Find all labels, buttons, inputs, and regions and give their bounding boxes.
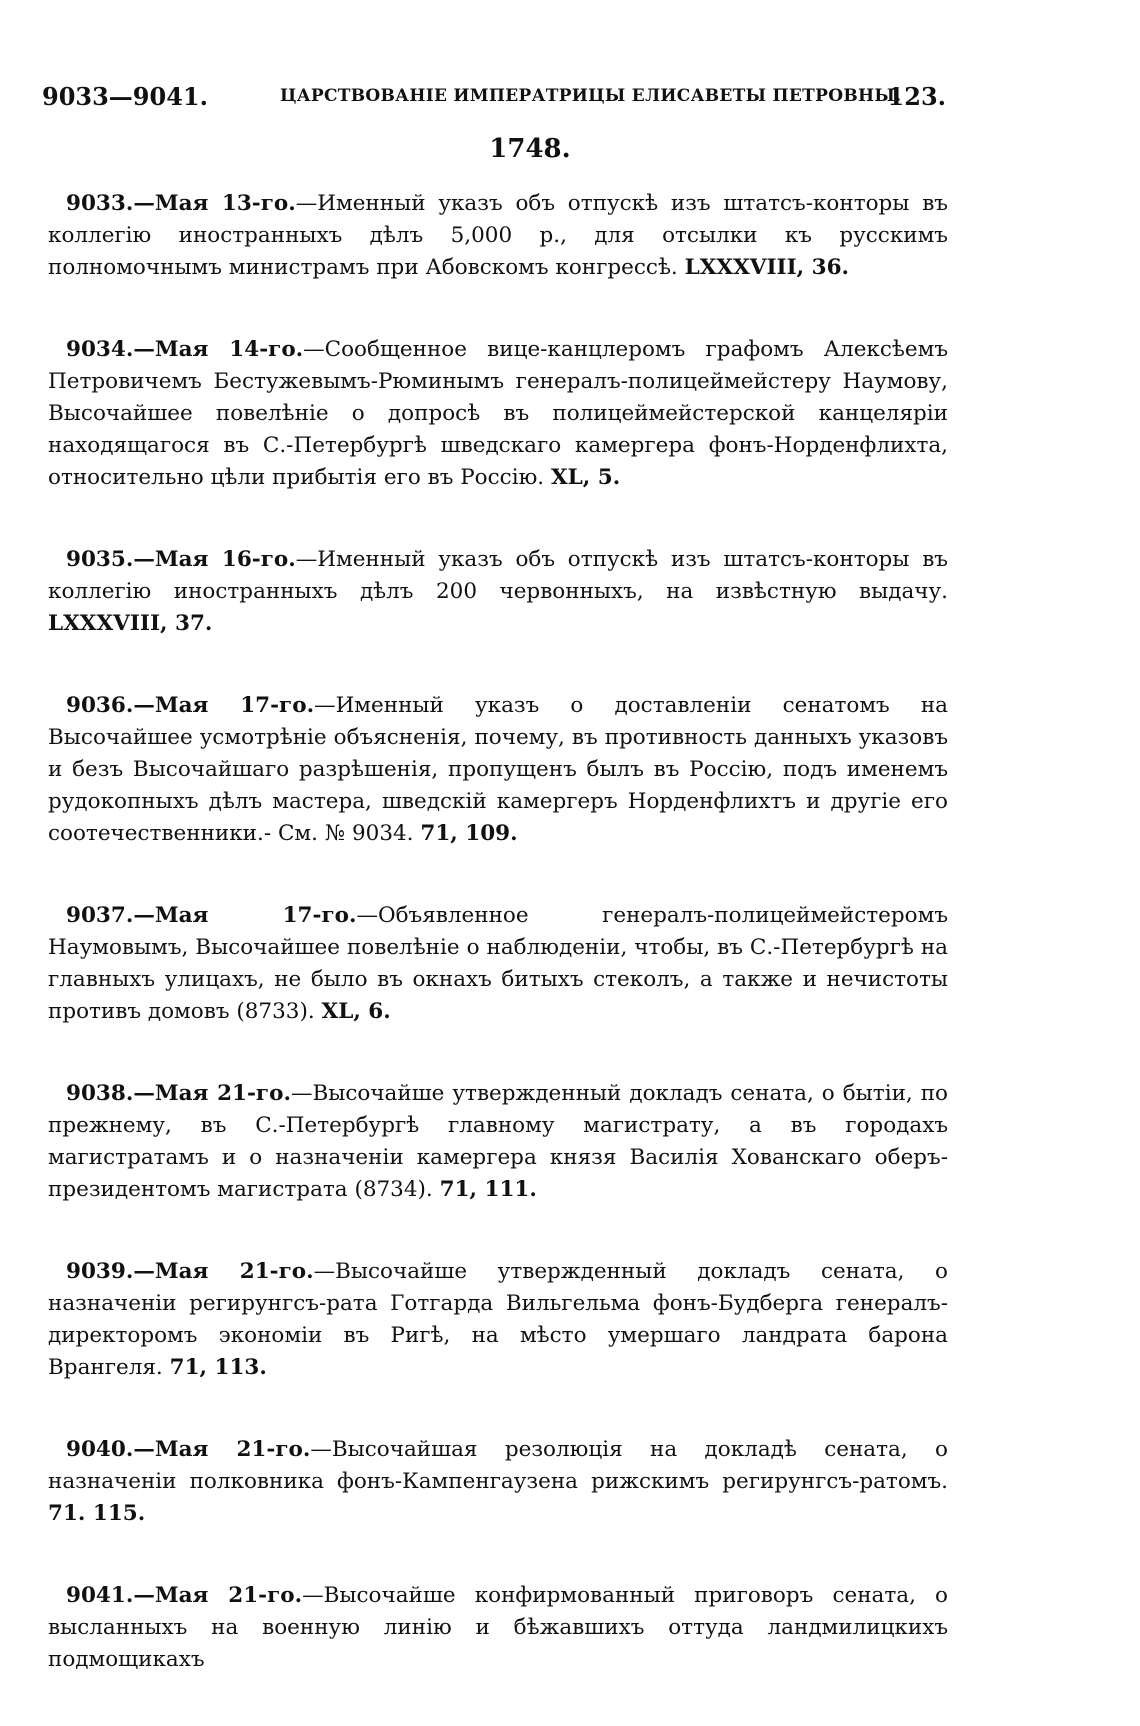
entry-number: 9037. <box>66 903 134 928</box>
entry-reference: 71, 109. <box>420 821 518 846</box>
entry-text: —Именный указъ объ отпускѣ изъ штатсъ-конторы въ коллегію иностранныхъ дѣлъ 200 червонныхъ, на извѣстную выдачу. <box>48 547 948 604</box>
entry-number: 9033. <box>66 191 134 216</box>
entry-date: —Мая 17-го. <box>133 903 357 928</box>
entry-text: —Высочайше утвержденный докладъ сената, о назначеніи регирунгсъ-рата Готгарда Вильгельма фонъ-Будберга генералъ-директоромъ экономіи въ Ригѣ, на мѣсто умершаго ландрата барона Врангеля. <box>48 1259 948 1380</box>
entry-9035 <box>48 544 948 640</box>
entry-text: —Сообщенное вице-канцлеромъ графомъ Алексѣемъ Петровичемъ Бестужевымъ-Рюминымъ генералъ-полицеймейстеру Наумову, Высочайшее повелѣніе о допросѣ въ полицеймейстерской канцеляріи находящагося въ С.-Петербургѣ шведскаго камергера фонъ-Норденфлихта, относительно цѣли прибытія его въ Россію. <box>48 337 948 490</box>
entry-9040 <box>48 1434 948 1530</box>
entry-9038 <box>48 1078 948 1206</box>
entry-reference: LXXXVIII, 37. <box>48 611 213 636</box>
entry-reference: 71, 113. <box>169 1355 267 1380</box>
entry-reference: XL, 6. <box>321 999 391 1024</box>
running-title: ЦАРСТВОВАНІЕ ИМПЕРАТРИЦЫ ЕЛИСАВЕТЫ ПЕТРОВНЫ. <box>280 86 902 106</box>
entry-9039 <box>48 1256 948 1384</box>
entry-date: —Мая 13-го. <box>133 191 296 216</box>
entry-9041 <box>48 1580 948 1676</box>
entry-range: 9033—9041. <box>42 82 208 111</box>
entry-date: —Мая 21-го. <box>133 1081 291 1106</box>
entry-number: 9038. <box>66 1081 134 1106</box>
entry-text: —Именный указъ о доставленіи сенатомъ на Высочайшее усмотрѣніе объясненія, почему, въ противность данныхъ указовъ и безъ Высочайшаго разрѣшенія, пропущенъ былъ въ Россію, подъ именемъ рудокопныхъ дѣлъ мастера, шведскій камергеръ Норденфлихтъ и другіе его соотечественники.- См. № 9034. <box>48 693 948 846</box>
page-number: 123. <box>887 82 946 111</box>
entry-reference: LXXXVIII, 36. <box>684 255 850 280</box>
entry-number: 9035. <box>66 547 134 572</box>
entry-text: —Объявленное генералъ-полицеймейстеромъ Наумовымъ, Высочайшее повелѣніе о наблюденіи, чтобы, въ С.-Петербургѣ на главныхъ улицахъ, не было въ окнахъ битыхъ стеколъ, а также и нечистоты противъ домовъ (8733). <box>48 903 948 1024</box>
entry-9033 <box>48 188 948 284</box>
year-heading: 1748. <box>489 134 571 164</box>
entry-number: 9040. <box>66 1437 134 1462</box>
entry-number: 9041. <box>66 1583 134 1608</box>
entries-list <box>48 188 948 1726</box>
entry-text: —Именный указъ объ отпускѣ изъ штатсъ-конторы въ коллегію иностранныхъ дѣлъ 5,000 р., для отсылки къ русскимъ полномочнымъ министрамъ при Абовскомъ конгрессѣ. <box>48 191 948 280</box>
running-header <box>42 82 946 116</box>
entry-date: —Мая 21-го. <box>133 1259 314 1284</box>
entry-number: 9039. <box>66 1259 134 1284</box>
entry-date: —Мая 17-го. <box>133 693 315 718</box>
entry-reference: XL, 5. <box>550 465 621 490</box>
entry-reference: 71. 115. <box>48 1501 146 1526</box>
entry-date: —Мая 21-го. <box>133 1583 303 1608</box>
entry-text: —Высочайше конфирмованный приговоръ сената, о высланныхъ на военную линію и бѣжавшихъ оттуда ландмилицкихъ подмощикахъ <box>48 1583 948 1672</box>
entry-9037 <box>48 900 948 1028</box>
entry-number: 9036. <box>66 693 134 718</box>
entry-text: —Высочайше утвержденный докладъ сената, о бытіи, по прежнему, въ С.-Петербургѣ главному магистрату, а въ городахъ магистратамъ и о назначеніи камергера князя Василія Хованскаго оберъ-президентомъ магистрата (8734). <box>48 1081 948 1202</box>
entry-date: —Мая 14-го. <box>133 337 304 362</box>
entry-date: —Мая 16-го. <box>133 547 296 572</box>
entry-text: —Высочайшая резолюція на докладѣ сената, о назначеніи полковника фонъ-Кампенгаузена рижскимъ регирунгсъ-ратомъ. <box>48 1437 948 1494</box>
entry-reference: 71, 111. <box>439 1177 537 1202</box>
entry-9036 <box>48 690 948 850</box>
entry-number: 9034. <box>66 337 134 362</box>
entry-9034 <box>48 334 948 494</box>
entry-date: —Мая 21-го. <box>133 1437 311 1462</box>
